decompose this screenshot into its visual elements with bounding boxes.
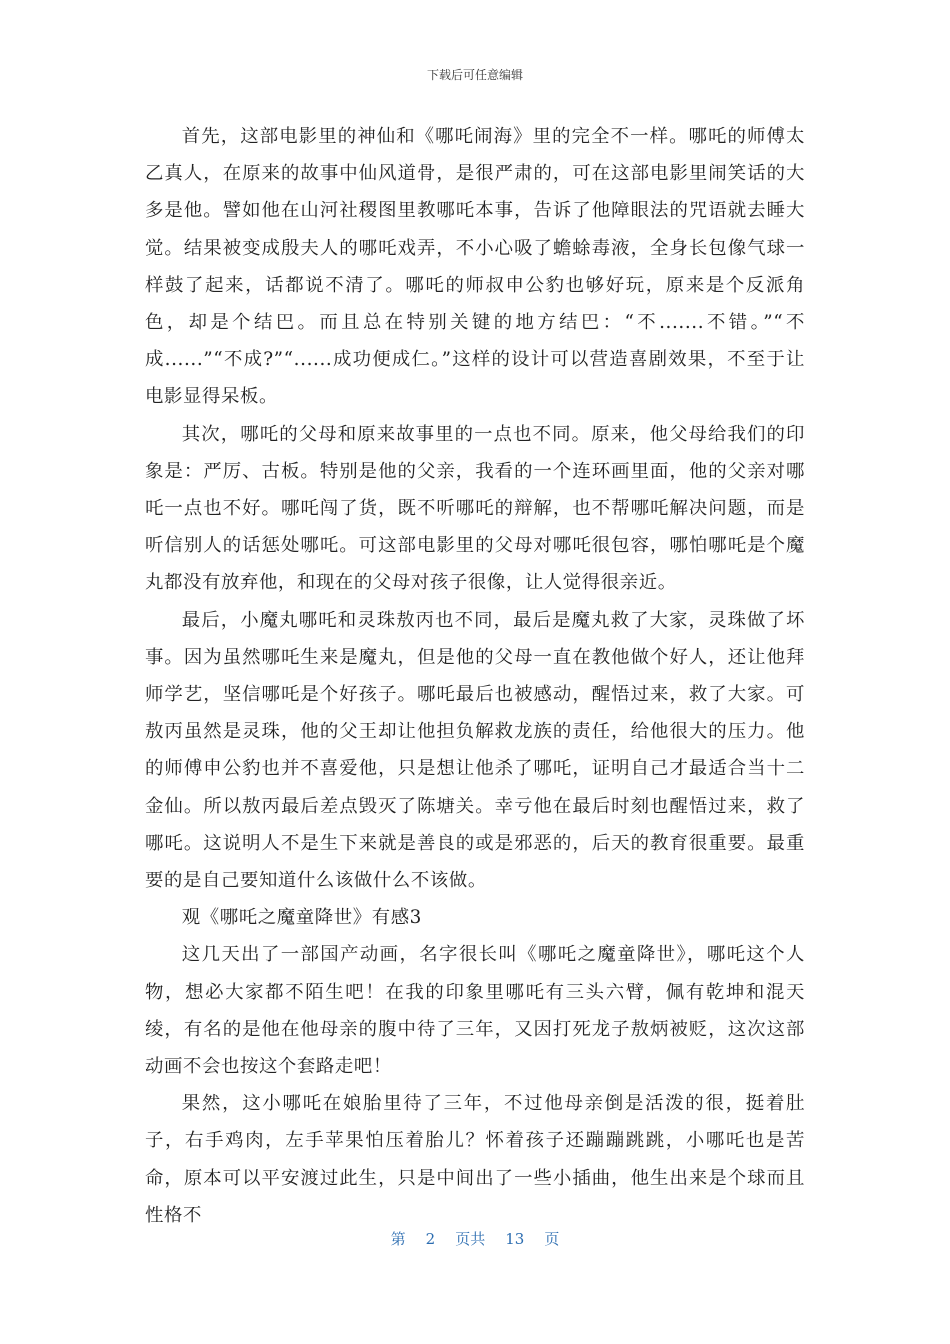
- paragraph-fourth: 这几天出了一部国产动画，名字很长叫《哪吒之魔童降世》，哪吒这个人物，想必大家都不陌生吧！在我的印象里哪吒有三头六臂，佩有乾坤和混天绫，有名的是他在他母亲的腹中待了三年，又因打死龙子敖炳被贬，这次这部动画不会也按这个套路走吧！: [145, 944, 805, 1078]
- footer-current-page: 2: [425, 1230, 436, 1248]
- paragraph-third: 最后，小魔丸哪吒和灵珠敖丙也不同，最后是魔丸救了大家，灵珠做了坏事。因为虽然哪吒生来是魔丸，但是他的父母一直在教他做个好人，还让他拜师学艺，坚信哪吒是个好孩子。哪吒最后也被感动，醒悟过来，救了大家。可敖丙虽然是灵珠，他的父王却让他担负解救龙族的责任，给他很大的压力。他的师傅申公豹也并不喜爱他，只是想让他杀了哪吒，证明自己才最适合当十二金仙。所以敖丙最后差点毁灭了陈塘关。幸亏他在最后时刻也醒悟过来，救了哪吒。这说明人不是生下来就是善良的或是邪恶的，后天的教育很重要。最重要的是自己要知道什么该做什么不该做。: [145, 609, 805, 892]
- section-title: 观《哪吒之魔童降世》有感3: [181, 907, 422, 929]
- footer-total-pages: 13: [505, 1230, 525, 1248]
- document-body: [145, 118, 805, 1234]
- paragraph-first: 首先，这部电影里的神仙和《哪吒闹海》里的完全不一样。哪吒的师傅太乙真人，在原来的故事中仙风道骨，是很严肃的，可在这部电影里闹笑话的大多是他。譬如他在山河社稷图里教哪吒本事，告诉了他障眼法的咒语就去睡大觉。结果被变成殷夫人的哪吒戏弄，不小心吸了蟾蜍毒液，全身长包像气球一样鼓了起来，话都说不清了。哪吒的师叔申公豹也够好玩，原来是个反派角色，却是个结巴。而且总在特别关键的地方结巴：“不.......不错。”“不成......”“不成?”“......成功便成仁。”这样的设计可以营造喜剧效果，不至于让电影显得呆板。: [145, 126, 805, 408]
- page-footer: [0, 1228, 950, 1249]
- footer-label-end: 页: [544, 1230, 560, 1248]
- paragraph-fifth: 果然，这小哪吒在娘胎里待了三年，不过他母亲倒是活泼的很，挺着肚子，右手鸡肉，左手苹果怕压着胎儿？怀着孩子还蹦蹦跳跳，小哪吒也是苦命，原本可以平安渡过此生，只是中间出了一些小插曲，他生出来是个球而且性格不: [145, 1093, 805, 1226]
- footer-label-page: 第: [390, 1230, 406, 1248]
- paragraph-second: 其次，哪吒的父母和原来故事里的一点也不同。原来，他父母给我们的印象是：严厉、古板。特别是他的父亲，我看的一个连环画里面，他的父亲对哪吒一点也不好。哪吒闯了货，既不听哪吒的辩解，也不帮哪吒解决问题，而是听信别人的话惩处哪吒。可这部电影里的父母对哪吒很包容，哪怕哪吒是个魔丸都没有放弃他，和现在的父母对孩子很像，让人觉得很亲近。: [145, 423, 805, 594]
- footer-label-of: 页共: [455, 1230, 486, 1248]
- page-header: 下载后可任意编辑: [426, 68, 523, 82]
